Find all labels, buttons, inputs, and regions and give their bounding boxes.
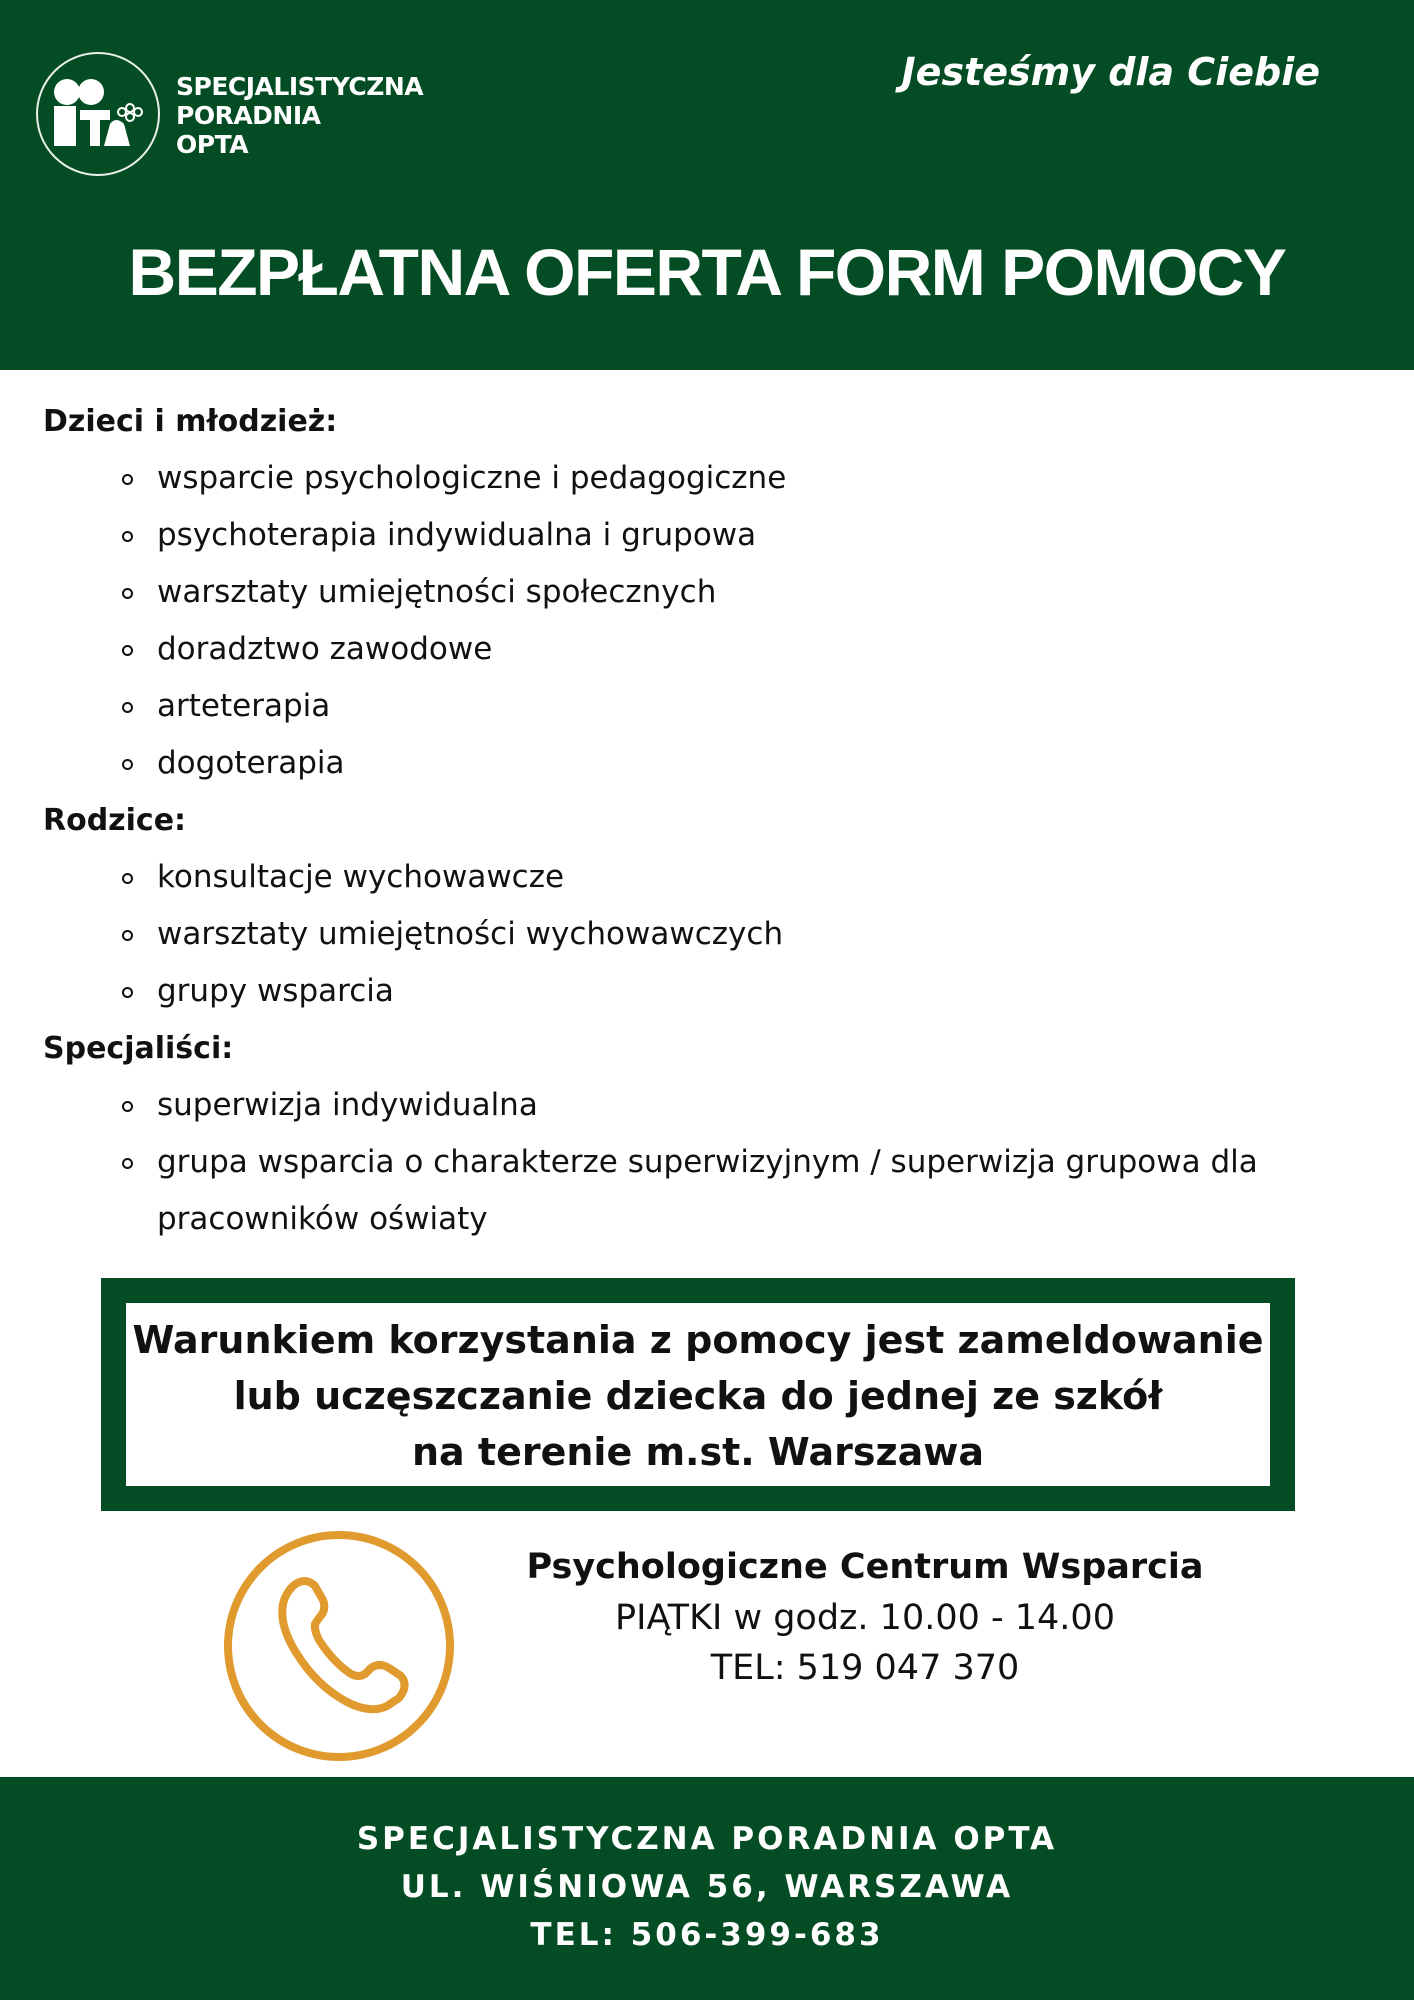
contact-info bbox=[480, 1541, 1250, 1693]
list-item-text: doradztwo zawodowe bbox=[157, 631, 493, 667]
section-parents bbox=[43, 792, 1383, 1020]
list-item bbox=[43, 678, 1383, 735]
list-item-text: grupa wsparcia o charakterze superwizyjnym / superwizja grupowa dla pracowników oświaty bbox=[157, 1144, 1258, 1237]
list-item-text: arteterapia bbox=[157, 688, 331, 724]
logo-wordmark bbox=[176, 72, 423, 159]
footer-banner bbox=[0, 1777, 1414, 2000]
offer-list bbox=[43, 393, 1383, 1248]
list-item-text: konsultacje wychowawcze bbox=[157, 859, 565, 895]
section-heading: Dzieci i młodzież: bbox=[43, 404, 338, 439]
list-item bbox=[43, 507, 1383, 564]
list-item-text: warsztaty umiejętności społecznych bbox=[157, 574, 717, 610]
list-item bbox=[43, 735, 1383, 792]
bullet-icon bbox=[122, 531, 133, 542]
logo-line: OPTA bbox=[176, 130, 249, 159]
footer-address: UL. WIŚNIOWA 56, WARSZAWA bbox=[400, 1869, 1014, 1905]
list-item bbox=[43, 906, 1383, 963]
list-item-text: grupy wsparcia bbox=[157, 973, 394, 1009]
phone-icon bbox=[221, 1528, 457, 1764]
bullet-icon bbox=[122, 702, 133, 713]
condition-line: lub uczęszczanie dziecka do jednej ze szkół bbox=[233, 1374, 1163, 1418]
list-item-text: warsztaty umiejętności wychowawczych bbox=[157, 916, 784, 952]
header-banner bbox=[0, 0, 1414, 370]
section-specialists bbox=[43, 1020, 1383, 1248]
list-item bbox=[43, 963, 1383, 1020]
list-item bbox=[43, 849, 1383, 906]
contact-phone[interactable]: TEL: 519 047 370 bbox=[710, 1648, 1020, 1688]
condition-line: Warunkiem korzystania z pomocy jest zameldowanie bbox=[132, 1318, 1264, 1362]
list-item bbox=[43, 1134, 1383, 1248]
bullet-icon bbox=[122, 1101, 133, 1112]
condition-box bbox=[126, 1303, 1270, 1486]
list-item bbox=[43, 621, 1383, 678]
bullet-icon bbox=[122, 1158, 133, 1169]
tagline: Jesteśmy dla Ciebie bbox=[901, 50, 1320, 94]
condition-line: na terenie m.st. Warszawa bbox=[411, 1430, 984, 1474]
contact-hours: PIĄTKI w godz. 10.00 - 14.00 bbox=[615, 1598, 1115, 1638]
bullet-icon bbox=[122, 645, 133, 656]
logo-line: PORADNIA bbox=[176, 101, 321, 130]
list-item-text: psychoterapia indywidualna i grupowa bbox=[157, 517, 757, 553]
list-item-text: superwizja indywidualna bbox=[157, 1087, 538, 1123]
opta-logo bbox=[36, 52, 160, 176]
bullet-icon bbox=[122, 759, 133, 770]
footer-phone[interactable]: TEL: 506-399-683 bbox=[530, 1917, 884, 1953]
bullet-icon bbox=[122, 930, 133, 941]
page-title: BEZPŁATNA OFERTA FORM POMOCY bbox=[128, 235, 1286, 309]
section-children bbox=[43, 393, 1383, 792]
bullet-icon bbox=[122, 987, 133, 998]
list-item-text: dogoterapia bbox=[157, 745, 345, 781]
list-item bbox=[43, 1077, 1383, 1134]
list-item bbox=[43, 564, 1383, 621]
section-heading: Rodzice: bbox=[43, 803, 187, 838]
bullet-icon bbox=[122, 588, 133, 599]
section-heading: Specjaliści: bbox=[43, 1031, 234, 1066]
contact-name: Psychologiczne Centrum Wsparcia bbox=[526, 1547, 1204, 1587]
logo-line: SPECJALISTYCZNA bbox=[176, 72, 424, 101]
list-item-text: wsparcie psychologiczne i pedagogiczne bbox=[157, 460, 787, 496]
opta-logo-icon bbox=[38, 54, 158, 174]
bullet-icon bbox=[122, 873, 133, 884]
bullet-icon bbox=[122, 474, 133, 485]
footer-org-name: SPECJALISTYCZNA PORADNIA OPTA bbox=[356, 1821, 1058, 1857]
list-item bbox=[43, 450, 1383, 507]
